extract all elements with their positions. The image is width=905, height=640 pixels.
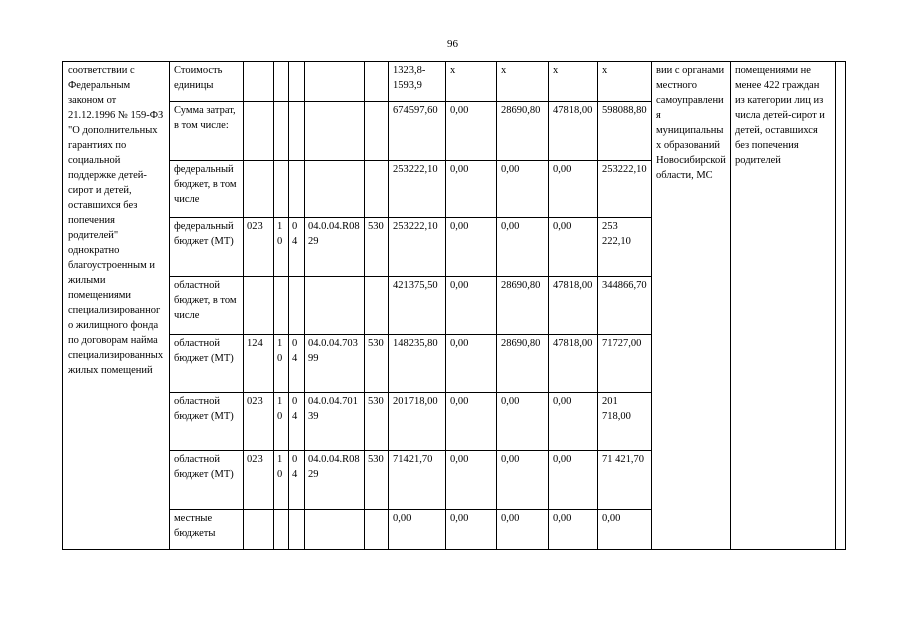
value-year1-cell: 0,00 xyxy=(446,335,497,393)
vr-cell xyxy=(365,102,389,161)
csr-cell: 04.0.04.R0829 xyxy=(305,218,365,277)
pr-cell: 04 xyxy=(289,393,305,451)
vr-cell xyxy=(365,161,389,218)
value-year3-cell: 0,00 xyxy=(549,451,598,510)
pr-cell: 04 xyxy=(289,335,305,393)
value-total-cell: 253222,10 xyxy=(389,218,446,277)
empty-edge-cell xyxy=(836,62,846,550)
grbs-cell xyxy=(244,62,274,102)
csr-cell: 04.0.04.70139 xyxy=(305,393,365,451)
vr-cell: 530 xyxy=(365,393,389,451)
value-year2-cell: 0,00 xyxy=(497,218,549,277)
value-year2-cell: 0,00 xyxy=(497,161,549,218)
pr-cell xyxy=(289,62,305,102)
value-year1-cell: 0,00 xyxy=(446,277,497,335)
vr-cell: 530 xyxy=(365,335,389,393)
grbs-cell: 023 xyxy=(244,451,274,510)
row-label: областной бюджет (МТ) xyxy=(170,451,244,510)
value-year2-cell: 28690,80 xyxy=(497,102,549,161)
row-label: местные бюджеты xyxy=(170,510,244,550)
row-label: областной бюджет (МТ) xyxy=(170,335,244,393)
pr-cell: 04 xyxy=(289,451,305,510)
value-year1-cell: х xyxy=(446,62,497,102)
rz-cell xyxy=(274,510,289,550)
value-year2-cell: 28690,80 xyxy=(497,335,549,393)
grbs-cell: 023 xyxy=(244,218,274,277)
vr-cell: 530 xyxy=(365,218,389,277)
measure-description-cell: соответствии с Федеральным законом от 21.12.1996 № 159-ФЗ "О дополнительных гарантиях по социальной поддержке детей-сирот и детей, оставшихся без попечения родителей" однократно благоустроенным и жилыми помещениями специализированного жилищного фонда по договорам найма специализированных жилых помещений xyxy=(63,62,170,550)
value-year1-cell: 0,00 xyxy=(446,510,497,550)
value-year2-cell: х xyxy=(497,62,549,102)
value-year2-cell: 0,00 xyxy=(497,393,549,451)
csr-cell: 04.0.04.70399 xyxy=(305,335,365,393)
value-year1-cell: 0,00 xyxy=(446,161,497,218)
rz-cell xyxy=(274,102,289,161)
csr-cell xyxy=(305,102,365,161)
value-year3-cell: 0,00 xyxy=(549,510,598,550)
result-cell: помещениями не менее 422 граждан из категории лиц из числа детей-сирот и детей, оставшихся без попечения родителей xyxy=(731,62,836,550)
value-year4-cell: 0,00 xyxy=(598,510,652,550)
vr-cell xyxy=(365,62,389,102)
value-total-cell: 148235,80 xyxy=(389,335,446,393)
rz-cell xyxy=(274,277,289,335)
row-label: федеральный бюджет (МТ) xyxy=(170,218,244,277)
grbs-cell xyxy=(244,510,274,550)
value-year4-cell: 253 222,10 xyxy=(598,218,652,277)
budget-table xyxy=(62,61,846,550)
value-year1-cell: 0,00 xyxy=(446,451,497,510)
grbs-cell: 124 xyxy=(244,335,274,393)
csr-cell xyxy=(305,510,365,550)
pr-cell xyxy=(289,102,305,161)
value-year4-cell: 253222,10 xyxy=(598,161,652,218)
table-row xyxy=(63,62,846,102)
grbs-cell xyxy=(244,277,274,335)
value-year4-cell: х xyxy=(598,62,652,102)
vr-cell: 530 xyxy=(365,451,389,510)
vr-cell xyxy=(365,510,389,550)
value-total-cell: 253222,10 xyxy=(389,161,446,218)
csr-cell xyxy=(305,62,365,102)
value-year3-cell: 47818,00 xyxy=(549,102,598,161)
rz-cell: 10 xyxy=(274,335,289,393)
value-total-cell: 421375,50 xyxy=(389,277,446,335)
rz-cell xyxy=(274,62,289,102)
value-year1-cell: 0,00 xyxy=(446,102,497,161)
csr-cell xyxy=(305,161,365,218)
value-total-cell: 1323,8-1593,9 xyxy=(389,62,446,102)
row-label: областной бюджет (МТ) xyxy=(170,393,244,451)
rz-cell: 10 xyxy=(274,218,289,277)
value-year4-cell: 598088,80 xyxy=(598,102,652,161)
grbs-cell xyxy=(244,161,274,218)
value-year4-cell: 201 718,00 xyxy=(598,393,652,451)
value-total-cell: 674597,60 xyxy=(389,102,446,161)
rz-cell: 10 xyxy=(274,451,289,510)
rz-cell: 10 xyxy=(274,393,289,451)
row-label: федеральный бюджет, в том числе xyxy=(170,161,244,218)
row-label: Стоимость единицы xyxy=(170,62,244,102)
value-year3-cell: 0,00 xyxy=(549,218,598,277)
value-year1-cell: 0,00 xyxy=(446,218,497,277)
value-total-cell: 201718,00 xyxy=(389,393,446,451)
value-year4-cell: 344866,70 xyxy=(598,277,652,335)
row-label: областной бюджет, в том числе xyxy=(170,277,244,335)
value-year3-cell: 47818,00 xyxy=(549,335,598,393)
row-label: Сумма затрат, в том числе: xyxy=(170,102,244,161)
pr-cell xyxy=(289,161,305,218)
value-year1-cell: 0,00 xyxy=(446,393,497,451)
grbs-cell: 023 xyxy=(244,393,274,451)
page-number: 96 xyxy=(447,38,458,50)
csr-cell xyxy=(305,277,365,335)
grbs-cell xyxy=(244,102,274,161)
value-total-cell: 0,00 xyxy=(389,510,446,550)
value-year2-cell: 0,00 xyxy=(497,451,549,510)
pr-cell: 04 xyxy=(289,218,305,277)
value-year2-cell: 0,00 xyxy=(497,510,549,550)
value-year3-cell: 47818,00 xyxy=(549,277,598,335)
value-year4-cell: 71 421,70 xyxy=(598,451,652,510)
executor-cell: вии с органами местного самоуправления муниципальных образований Новосибирской области, МС xyxy=(652,62,731,550)
pr-cell xyxy=(289,510,305,550)
value-year2-cell: 28690,80 xyxy=(497,277,549,335)
value-year3-cell: 0,00 xyxy=(549,161,598,218)
value-year3-cell: 0,00 xyxy=(549,393,598,451)
vr-cell xyxy=(365,277,389,335)
pr-cell xyxy=(289,277,305,335)
value-year4-cell: 71727,00 xyxy=(598,335,652,393)
value-year3-cell: х xyxy=(549,62,598,102)
csr-cell: 04.0.04.R0829 xyxy=(305,451,365,510)
value-total-cell: 71421,70 xyxy=(389,451,446,510)
rz-cell xyxy=(274,161,289,218)
